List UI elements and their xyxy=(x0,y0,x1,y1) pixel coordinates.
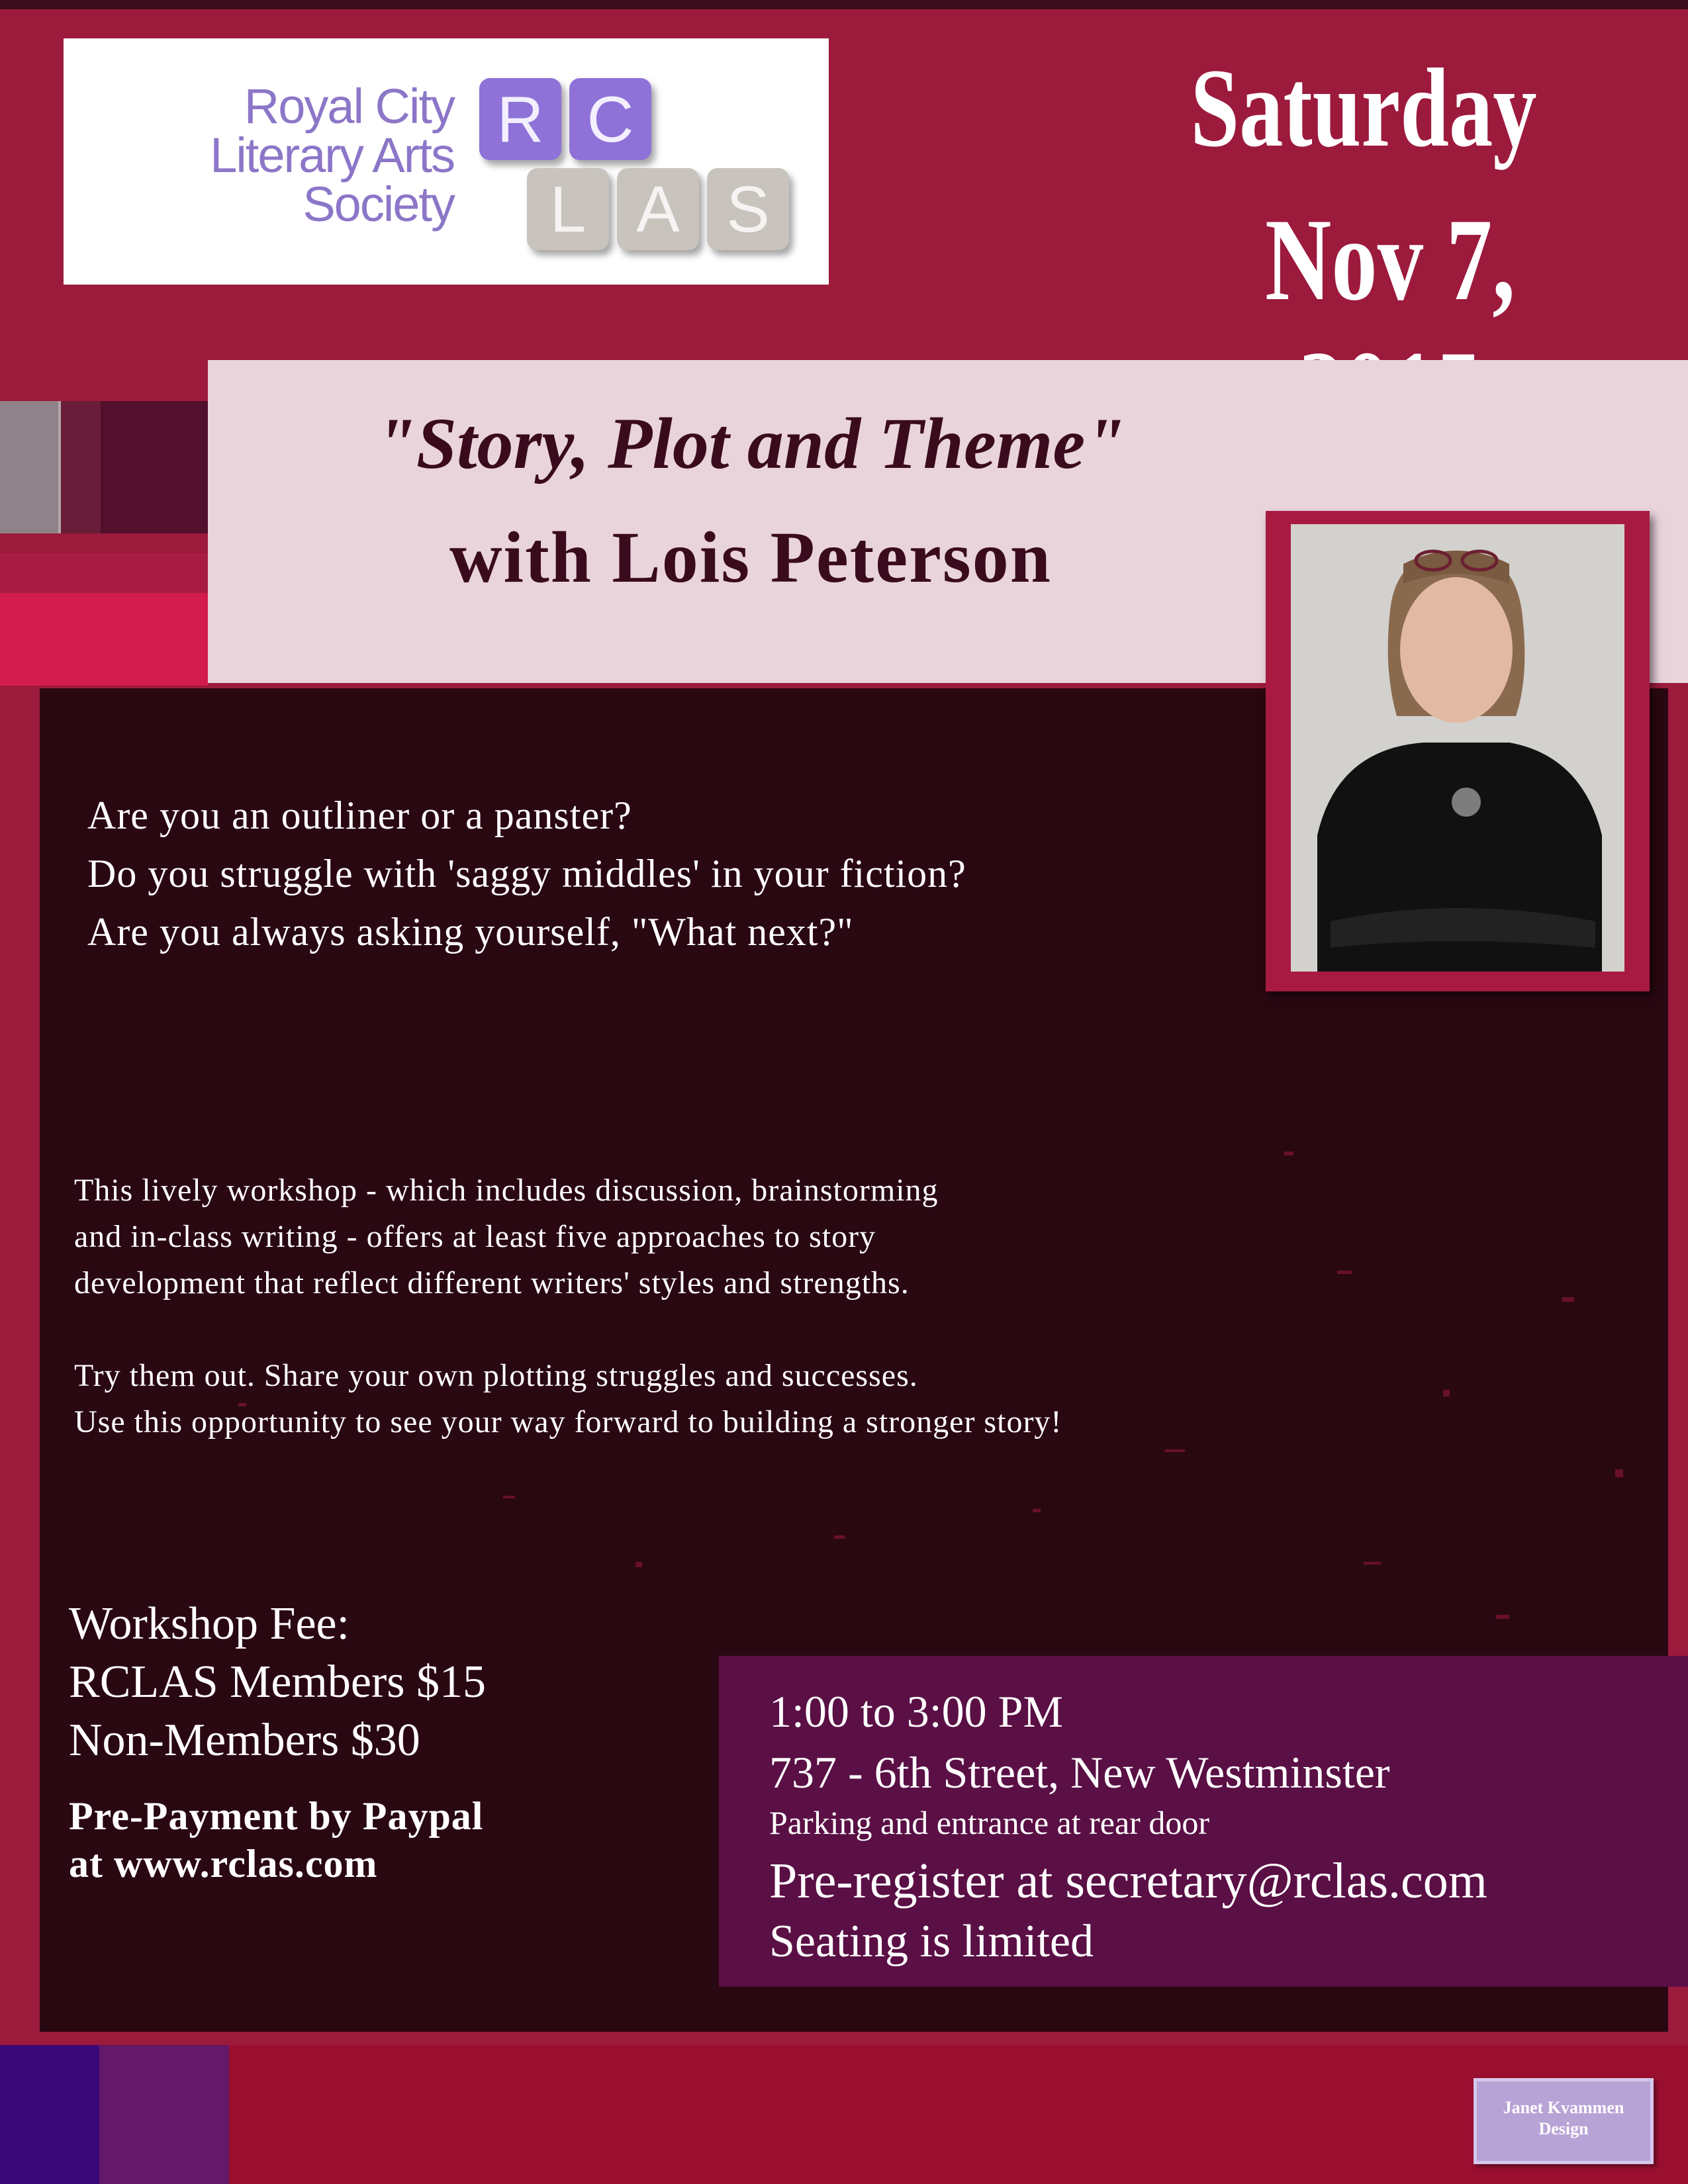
decor-stripe-red xyxy=(0,553,208,593)
description-line: Use this opportunity to see your way forward to building a stronger story! xyxy=(74,1404,1062,1439)
decor-block-purple xyxy=(99,2045,229,2184)
seating-note: Seating is limited xyxy=(769,1916,1094,1967)
description-line: This lively workshop - which includes discussion, brainstorming xyxy=(74,1173,939,1208)
presenter-photo xyxy=(1291,524,1624,972)
designer-credit xyxy=(1474,2078,1654,2164)
fee-members: RCLAS Members $15 xyxy=(69,1657,486,1707)
payment-line-1: Pre-Payment by Paypal xyxy=(69,1794,484,1838)
logo-line-1: Royal City xyxy=(244,79,454,134)
question-3: Are you always asking yourself, "What next?" xyxy=(87,910,854,954)
bottom-strip xyxy=(0,2045,1688,2184)
decor-block-indigo xyxy=(0,2045,99,2184)
description-block xyxy=(74,1167,1398,1445)
payment-website: at www.rclas.com xyxy=(69,1842,378,1886)
description-line: development that reflect different writers' styles and strengths. xyxy=(74,1265,910,1300)
description-line: Try them out. Share your own plotting struggles and successes. xyxy=(74,1358,918,1393)
register-email: Pre-register at secretary@rclas.com xyxy=(769,1853,1487,1909)
top-band xyxy=(0,0,1688,9)
credit-line-1: Janet Kvammen xyxy=(1503,2098,1624,2117)
workshop-title: "Story, Plot and Theme" xyxy=(375,403,1126,484)
logo-tile-l: L xyxy=(527,168,609,250)
logo-tile-c: C xyxy=(569,78,651,160)
decor-stripe-grey xyxy=(0,401,58,533)
fee-non-members: Non-Members $30 xyxy=(69,1715,420,1766)
question-1: Are you an outliner or a panster? xyxy=(87,794,632,837)
logo-tile-a: A xyxy=(617,168,699,250)
decor-stripe-dark xyxy=(101,401,208,533)
presenter-portrait xyxy=(1291,524,1624,972)
event-date: Nov 7, xyxy=(1265,194,1515,325)
event-info-box xyxy=(719,1656,1688,1987)
rclas-logo xyxy=(64,38,829,285)
logo-line-3: Society xyxy=(303,177,454,232)
fees-block xyxy=(69,1595,665,1888)
decor-stripe-plum xyxy=(61,401,101,533)
event-day: Saturday xyxy=(1190,46,1537,170)
workshop-presenter: with Lois Peterson xyxy=(449,517,1052,598)
event-address: 737 - 6th Street, New Westminster xyxy=(769,1747,1390,1797)
logo-line-2: Literary Arts xyxy=(210,128,454,183)
question-2: Do you struggle with 'saggy middles' in your fiction? xyxy=(87,852,966,895)
event-time: 1:00 to 3:00 PM xyxy=(769,1686,1063,1737)
fee-heading: Workshop Fee: xyxy=(69,1598,350,1649)
logo-tile-s: S xyxy=(707,168,789,250)
decor-stripe-pink xyxy=(0,593,208,686)
description-line: and in-class writing - offers at least five approaches to story xyxy=(74,1219,876,1254)
questions-block xyxy=(87,786,1252,961)
logo-tile-r: R xyxy=(479,78,561,160)
parking-note: Parking and entrance at rear door xyxy=(769,1804,1209,1841)
credit-line-2: Design xyxy=(1538,2119,1589,2138)
